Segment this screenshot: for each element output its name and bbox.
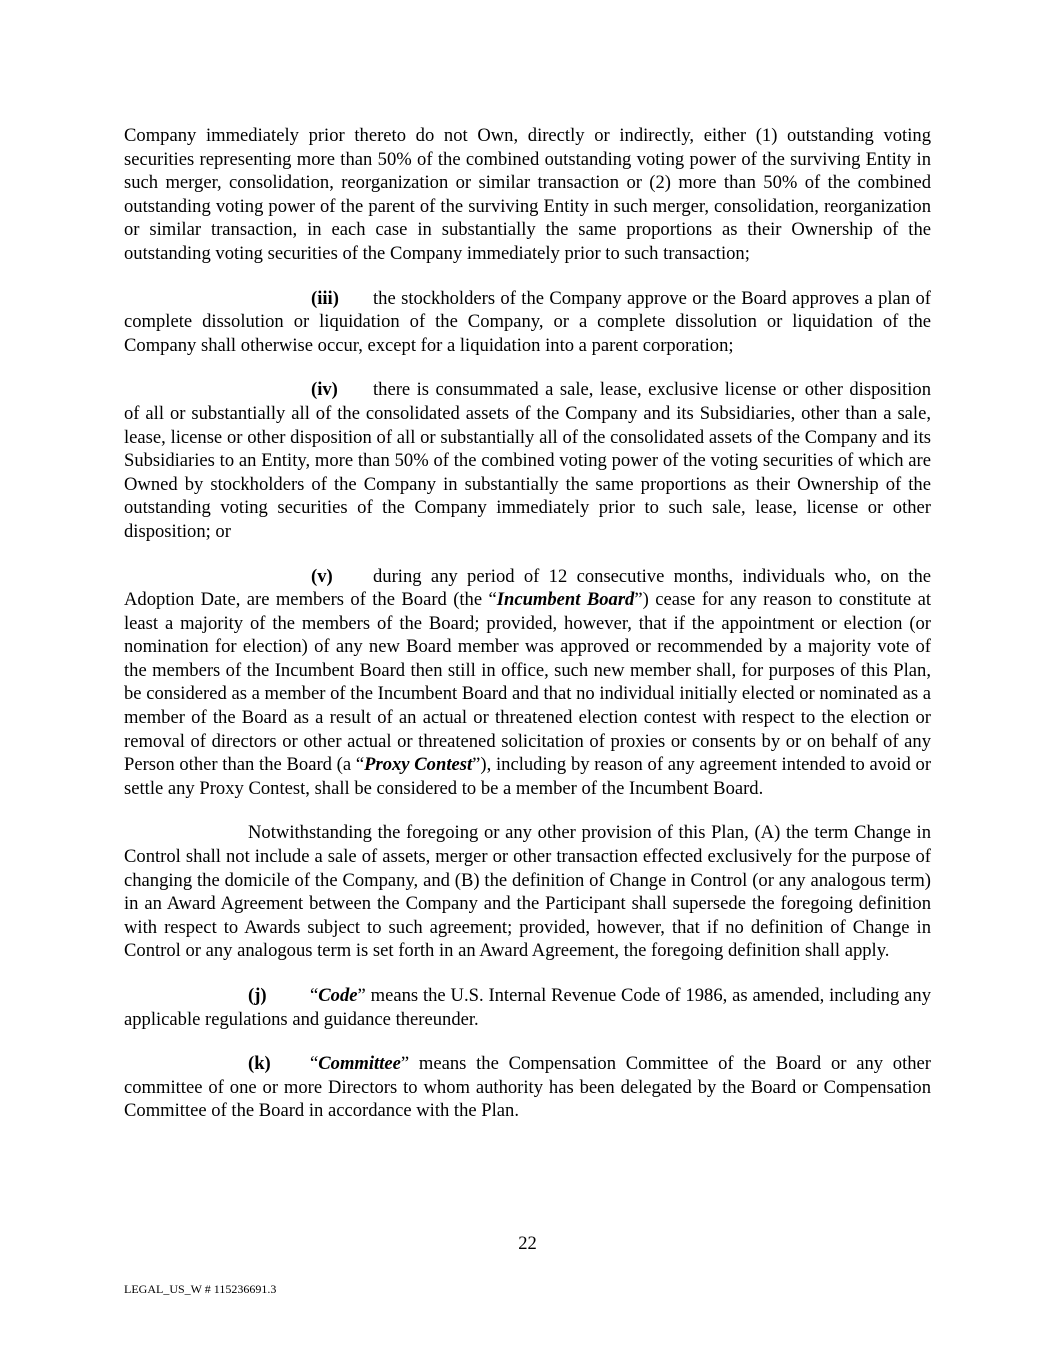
clause-iii bbox=[124, 287, 931, 358]
clause-v-text-2: ”) cease for any reason to constitute at least a majority of the members of the Board; provided, however, that if the appointment or election (or nomination for election) of any new Board member was approved or recommended by a majority vote of the members of the Incumbent Board then still in office, such new member shall, for purposes of this Plan, be considered as a member of the Incumbent Board and that no individual initially elected or nominated as a member of the Board as a result of an actual or threatened election contest with respect to the election or removal of directors or other actual or threatened solicitation of proxies or consents by or on behalf of any Person other than the Board (a “ bbox=[124, 589, 931, 776]
clause-v-text-1: during any period of 12 consecutive months, individuals who, on the Adoption Date, are members of the Board (the “ bbox=[124, 565, 931, 611]
clause-iv-number: (iv) bbox=[311, 379, 338, 401]
clause-iv-text: there is consummated a sale, lease, exclusive license or other disposition of all or substantially all of the consolidated assets of the Company and its Subsidiaries, other than a sale, lease, license or other disposition of all or substantially all of the consolidated assets of the Company and its Subsidiaries to an Entity, more than 50% of the combined voting power of the voting securities of which are Owned by stockholders of the Company in substantially the same proportions as their Ownership of the outstanding voting securities of the Company immediately prior to such sale, lease, license or other disposition; or bbox=[124, 379, 931, 542]
definition-k-text: ” means the Compensation Committee of the Board or any other committee of one or more Directors to whom authority has been delegated by the Board or Compensation Committee of the Board in accordance with the Plan. bbox=[124, 1053, 931, 1122]
paragraph-continuation-text: Company immediately prior thereto do not Own, directly or indirectly, either (1) outstanding voting securities representing more than 50% of the combined outstanding voting power of the surviving Entity in such merger, consolidation, reorganization or similar transaction or (2) more than 50% of the combined outstanding voting power of the parent of the surviving Entity in such merger, consolidation, reorganization or similar transaction, in each case in substantially the same proportions as their Ownership of the outstanding voting securities of the Company immediately prior to such transaction; bbox=[124, 125, 931, 264]
defined-term-committee: Committee bbox=[318, 1053, 401, 1075]
document-body bbox=[124, 124, 931, 1144]
paragraph-notwithstanding bbox=[124, 821, 931, 963]
definition-j-quote: “ bbox=[310, 985, 319, 1006]
definition-k-quote: “ bbox=[310, 1053, 319, 1075]
paragraph-continuation bbox=[124, 124, 931, 266]
clause-v-number: (v) bbox=[311, 565, 333, 587]
defined-term-proxy-contest: Proxy Contest bbox=[364, 754, 473, 776]
definition-k bbox=[124, 1052, 931, 1123]
clause-iii-text: the stockholders of the Company approve or the Board approves a plan of complete dissolution or liquidation of the Company, or a complete dissolution or liquidation of the Company shall otherwise occur, except for a liquidation into a parent corporation; bbox=[124, 287, 931, 356]
footer-document-id: LEGAL_US_W # 115236691.3 bbox=[124, 1282, 277, 1296]
paragraph-notwithstanding-text: Notwithstanding the foregoing or any other provision of this Plan, (A) the term Change in Control shall not include a sale of assets, merger or other transaction effected exclusively for the purpose of changing the domicile of the Company, and (B) the definition of Change in Control (or any analogous term) in an Award Agreement between the Company and the Participant shall supersede the foregoing definition with respect to Awards subject to such agreement; provided, however, that if no definition of Change in Control or any analogous term is set forth in an Award Agreement, the foregoing definition shall apply. bbox=[124, 822, 931, 962]
clause-iv bbox=[124, 378, 931, 543]
clause-v bbox=[124, 565, 931, 801]
defined-term-code: Code bbox=[318, 985, 358, 1006]
definition-j-text: ” means the U.S. Internal Revenue Code of 1986, as amended, including any applicable regulations and guidance thereunder. bbox=[124, 985, 931, 1030]
definition-j-number: (j) bbox=[248, 985, 267, 1006]
defined-term-incumbent-board: Incumbent Board bbox=[496, 589, 635, 611]
definition-k-number: (k) bbox=[248, 1053, 271, 1075]
definition-j bbox=[124, 984, 931, 1031]
clause-iii-number: (iii) bbox=[311, 287, 339, 309]
page-number: 22 bbox=[518, 1233, 537, 1254]
clause-v-text-3: ”), including by reason of any agreement intended to avoid or settle any Proxy Contest, shall be considered to be a member of the Incumbent Board. bbox=[124, 754, 932, 799]
